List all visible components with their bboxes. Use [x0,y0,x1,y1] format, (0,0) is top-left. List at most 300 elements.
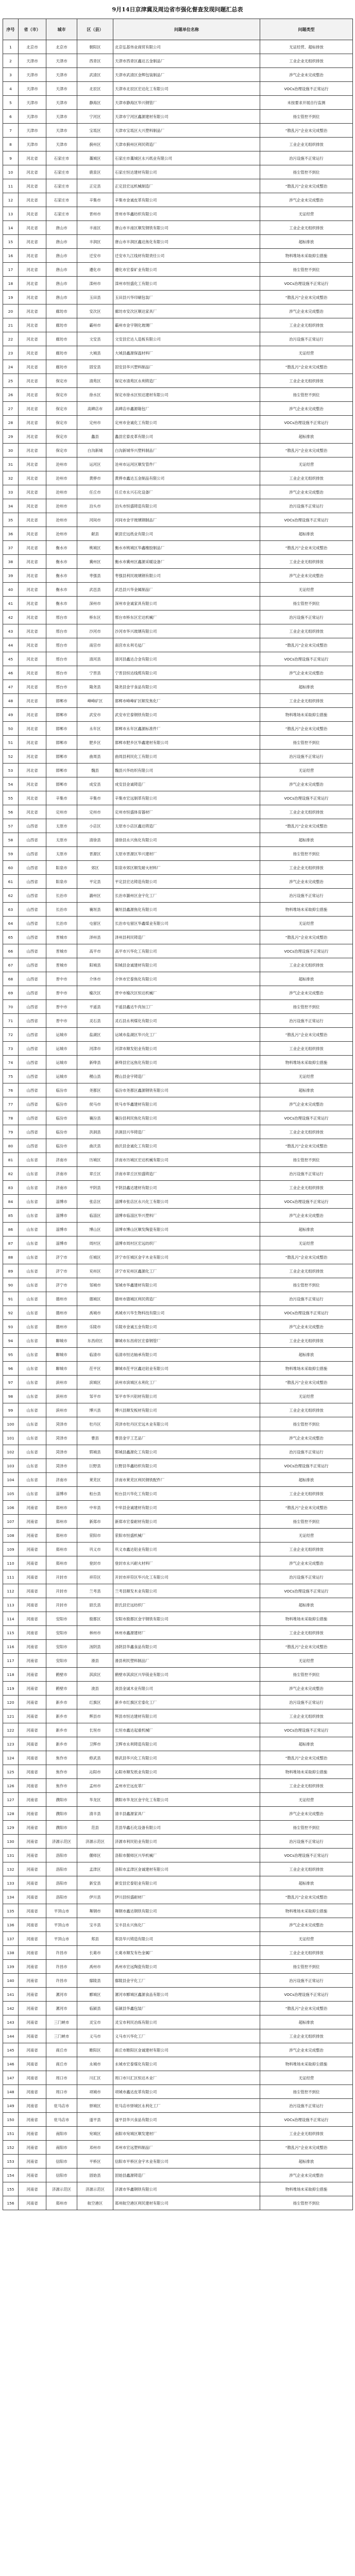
cell-province: 山西省 [19,1014,46,1028]
cell-index: 96 [3,1362,19,1376]
cell-company: 临汾市尧都区鑫源钢铁有限公司 [113,1083,260,1097]
cell-province: 山东省 [19,1278,46,1292]
cell-district: 辛集市 [77,193,113,207]
cell-district: 高碑店市 [77,402,113,416]
table-row [3,638,353,652]
cell-issue-type: VOCs治理设施不正常运行 [260,1306,353,1320]
cell-province: 河南省 [19,1807,46,1821]
cell-issue-type: 涉气企业未完成整治 [260,1431,353,1445]
table-row [3,1306,353,1320]
cell-city: 邢台市 [46,680,77,694]
cell-issue-type: VOCs治理设施不正常运行 [260,652,353,666]
cell-index: 124 [3,1751,19,1765]
cell-city: 邯郸市 [46,708,77,722]
cell-province: 山西省 [19,958,46,972]
cell-issue-type: 涉气企业未完成整治 [260,986,353,1000]
cell-company: 安阳市殷都区金宇钢铁有限公司 [113,1612,260,1626]
cell-province: 山东省 [19,1236,46,1250]
cell-district: 博兴县 [77,1403,113,1417]
cell-index: 73 [3,1042,19,1056]
cell-city: 新乡市 [46,1709,77,1723]
cell-issue-type: 治污设施不正常运行 [260,1696,353,1709]
table-row [3,318,353,332]
cell-company: 汤阴县华鑫食品有限公司 [113,1640,260,1654]
table-row [3,1779,353,1793]
cell-district: 魏县 [77,764,113,777]
cell-district: 伊川县 [77,1890,113,1904]
cell-district: 鹿泉区 [77,165,113,179]
cell-issue-type: 涉气企业未完成整治 [260,1918,353,1932]
cell-city: 洛阳市 [46,1876,77,1890]
cell-district: 稷山县 [77,1070,113,1083]
cell-index: 28 [3,416,19,430]
cell-issue-type: 扬尘管控不到位 [260,263,353,277]
cell-index: 47 [3,680,19,694]
cell-province: 河北省 [19,277,46,291]
cell-index: 51 [3,736,19,750]
cell-company: 信阳市平桥区金宇木业有限公司 [113,2155,260,2168]
table-row [3,2196,353,2210]
cell-province: 河南省 [19,1960,46,1974]
cell-issue-type: 工业企业无组织排放 [260,1042,353,1056]
cell-province: 河南省 [19,2182,46,2196]
cell-issue-type: 超标排放 [260,430,353,444]
table-row [3,138,353,151]
cell-index: 137 [3,1932,19,1946]
cell-district: 运河区 [77,457,113,471]
cell-city: 平顶山市 [46,1932,77,1946]
cell-index: 109 [3,1543,19,1556]
cell-company: 舞钢市鑫达钢铁有限公司 [113,1904,260,1918]
cell-company: 义马市兴华化工厂 [113,2029,260,2043]
cell-district: 安次区 [77,304,113,318]
table-row [3,179,353,193]
cell-issue-type: 涉气企业未完成整治 [260,1209,353,1223]
cell-district: 卫辉市 [77,1737,113,1751]
cell-province: 山东省 [19,1209,46,1223]
cell-index: 142 [3,2002,19,2015]
cell-district: 屯留区 [77,917,113,930]
cell-city: 北京市 [46,40,77,54]
cell-district: 小店区 [77,819,113,833]
cell-issue-type: 治污设施不正常运行 [260,1167,353,1181]
cell-province: 河南省 [19,2196,46,2210]
cell-issue-type: 涉气企业未完成整治 [260,1097,353,1111]
cell-district: 襄汾县 [77,1111,113,1125]
col-header-issue-type: 问题类型 [260,19,353,40]
cell-company: 浚县金诚木业有限公司 [113,1682,260,1696]
table-row [3,680,353,694]
cell-company: 济南市历城区宏达机械有限公司 [113,1153,260,1167]
cell-province: 山东省 [19,1306,46,1320]
cell-company: 滨州市滨城区永利化工厂 [113,1376,260,1389]
cell-city: 运城市 [46,1028,77,1042]
cell-district: 宁晋县 [77,666,113,680]
cell-city: 滨州市 [46,1389,77,1403]
cell-district: 中牟县 [77,1501,113,1515]
cell-issue-type: VOCs治理设施不正常运行 [260,513,353,527]
table-row [3,666,353,680]
table-row [3,1849,353,1862]
cell-province: 河北省 [19,249,46,263]
cell-province: 河南省 [19,2057,46,2071]
table-row [3,1223,353,1236]
table-row [3,1376,353,1389]
cell-district: 鄢陵县 [77,1974,113,1988]
cell-province: 河南省 [19,1626,46,1640]
cell-index: 34 [3,499,19,513]
cell-issue-type: 超标排放 [260,1083,353,1097]
cell-district: 周村区 [77,1236,113,1250]
cell-company: 兰考县顺发木业有限公司 [113,1584,260,1598]
cell-issue-type: 无证经营 [260,1793,353,1807]
cell-index: 44 [3,638,19,652]
table-row [3,555,353,569]
cell-province: 河北省 [19,805,46,819]
cell-company: 遵化市宏泰矿业有限公司 [113,263,260,277]
cell-city: 廊坊市 [46,346,77,360]
cell-province: 山西省 [19,833,46,847]
cell-district: 林州市 [77,1626,113,1640]
cell-city: 濮阳市 [46,1821,77,1835]
cell-issue-type: 工业企业无组织排放 [260,1264,353,1278]
table-row [3,2043,353,2057]
cell-issue-type: 涉气企业未完成整治 [260,875,353,889]
cell-index: 12 [3,193,19,207]
cell-index: 125 [3,1765,19,1779]
cell-city: 邯郸市 [46,750,77,764]
cell-index: 151 [3,2127,19,2141]
cell-province: 天津市 [19,68,46,82]
cell-index: 72 [3,1028,19,1042]
cell-issue-type: 扬尘管控不到位 [260,847,353,861]
cell-issue-type: 涉气企业未完成整治 [260,304,353,318]
cell-city: 邢台市 [46,652,77,666]
cell-district: 定州市 [77,416,113,430]
cell-issue-type: 涉气企业未完成整治 [260,2043,353,2057]
table-row [3,1431,353,1445]
cell-issue-type: 超标排放 [260,1348,353,1362]
table-row [3,1167,353,1181]
table-row [3,1028,353,1042]
cell-city: 石家庄市 [46,207,77,221]
cell-issue-type: 工业企业无组织排放 [260,1487,353,1501]
cell-index: 103 [3,1459,19,1473]
cell-issue-type: 扬尘管控不到位 [260,388,353,402]
cell-district: 桓台县 [77,1487,113,1501]
table-row [3,750,353,764]
table-row [3,1264,353,1278]
cell-district: 临清市 [77,1348,113,1362]
cell-company: 修武县华兴化工有限公司 [113,1751,260,1765]
cell-issue-type: 工业企业无组织排放 [260,54,353,68]
cell-index: 6 [3,110,19,124]
cell-issue-type: 工业企业无组织排放 [260,624,353,638]
cell-province: 河南省 [19,1584,46,1598]
cell-city: 漯河市 [46,1988,77,2002]
cell-province: 河北省 [19,263,46,277]
cell-province: 河北省 [19,569,46,583]
cell-district: 孟津区 [77,1862,113,1876]
cell-company: 郑州航空港区利民建材有限公司 [113,2196,260,2210]
cell-issue-type: 超标排放 [260,1473,353,1487]
cell-city: 菏泽市 [46,1445,77,1459]
cell-company: 沙河市华兴玻璃有限公司 [113,624,260,638]
cell-province: 山西省 [19,889,46,903]
cell-city: 太原市 [46,819,77,833]
cell-issue-type: “散乱污”企业未完成整治 [260,1250,353,1264]
table-row [3,2099,353,2113]
table-row [3,944,353,958]
cell-issue-type: 扬尘管控不到位 [260,2085,353,2099]
cell-company: 天津市西青区鑫达五金制品厂 [113,54,260,68]
cell-city: 周口市 [46,2085,77,2099]
cell-company: 阳城县金诚建材有限公司 [113,958,260,972]
table-row [3,819,353,833]
table-row [3,291,353,304]
cell-district: 淇滨区 [77,1668,113,1682]
cell-province: 河南省 [19,1668,46,1682]
cell-issue-type: “散乱污”企业未完成整治 [260,1751,353,1765]
table-row [3,1556,353,1570]
table-header [3,19,353,40]
cell-province: 山东省 [19,1250,46,1264]
cell-city: 许昌市 [46,1946,77,1960]
cell-city: 邢台市 [46,666,77,680]
cell-province: 天津市 [19,54,46,68]
cell-company: 德州市德城区利民铸造厂 [113,1292,260,1306]
table-row [3,2029,353,2043]
cell-issue-type: 治污设施不正常运行 [260,889,353,903]
cell-province: 北京市 [19,40,46,54]
table-row [3,1543,353,1556]
cell-company: 郓城县鑫源化工有限公司 [113,1445,260,1459]
cell-index: 98 [3,1389,19,1403]
cell-company: 辛集市宏远制革有限公司 [113,791,260,805]
cell-province: 河北省 [19,624,46,638]
cell-index: 85 [3,1209,19,1223]
cell-index: 152 [3,2141,19,2155]
cell-company: 临清市恒达轴承有限公司 [113,1348,260,1362]
cell-issue-type: 无证经营 [260,346,353,360]
cell-city: 邢台市 [46,624,77,638]
cell-index: 29 [3,430,19,444]
cell-city: 郑州市 [46,1543,77,1556]
cell-index: 40 [3,583,19,597]
cell-district: 辉县市 [77,1709,113,1723]
cell-index: 123 [3,1737,19,1751]
table-row [3,1000,353,1014]
cell-city: 安阳市 [46,1640,77,1654]
table-row [3,40,353,54]
cell-issue-type: 工业企业无组织排放 [260,374,353,388]
cell-city: 保定市 [46,416,77,430]
cell-district: 丰南区 [77,221,113,235]
cell-province: 山东省 [19,1292,46,1306]
cell-company: 天津市宝坻区大兴塑料制品厂 [113,124,260,138]
cell-district: 冀州区 [77,555,113,569]
cell-company: 淄博市张店区永兴化工有限公司 [113,1195,260,1209]
cell-issue-type: 物料堆场未采取抑尘措施 [260,249,353,263]
cell-company: 灵石县永利煤化有限公司 [113,1014,260,1028]
cell-city: 阳泉市 [46,861,77,875]
cell-province: 天津市 [19,82,46,96]
cell-index: 89 [3,1264,19,1278]
cell-index: 35 [3,513,19,527]
cell-company: 太原市晋源区华兴建材厂 [113,847,260,861]
cell-index: 133 [3,1876,19,1890]
cell-index: 140 [3,1974,19,1988]
cell-district: 禹城市 [77,1306,113,1320]
cell-district: 曲周县 [77,750,113,764]
cell-company: 清徐县永兴焦化有限公司 [113,833,260,847]
table-row [3,1918,353,1932]
cell-city: 郑州市 [46,2196,77,2210]
cell-issue-type: 物料堆场未采取抑尘措施 [260,708,353,722]
cell-company: 永城市宏泰煤化有限公司 [113,2057,260,2071]
table-row [3,124,353,138]
cell-province: 河北省 [19,291,46,304]
col-header-province: 省（市） [19,19,46,40]
table-row [3,1139,353,1153]
table-row [3,1445,353,1459]
cell-district: 尉氏县 [77,1598,113,1612]
cell-city: 天津市 [46,138,77,151]
cell-province: 山西省 [19,1125,46,1139]
cell-company: 乐陵市金诚五金有限公司 [113,1320,260,1334]
table-row [3,2015,353,2029]
cell-index: 104 [3,1473,19,1487]
table-row [3,1932,353,1946]
cell-district: 西青区 [77,54,113,68]
cell-index: 105 [3,1487,19,1501]
cell-index: 80 [3,1139,19,1153]
cell-district: 郾城区 [77,1988,113,2002]
cell-issue-type: 工业企业无组织排放 [260,1181,353,1195]
cell-company: 荥阳市恒盛机械厂 [113,1529,260,1543]
cell-issue-type: “散乱污”企业未完成整治 [260,360,353,374]
cell-city: 济宁市 [46,1278,77,1292]
cell-issue-type: VOCs治理设施不正常运行 [260,1195,353,1209]
cell-city: 洛阳市 [46,1890,77,1904]
cell-issue-type: 工业企业无组织排放 [260,805,353,819]
cell-issue-type: 治污设施不正常运行 [260,750,353,764]
cell-district: 固安县 [77,360,113,374]
cell-province: 河北省 [19,304,46,318]
cell-city: 邯郸市 [46,694,77,708]
table-row [3,1654,353,1668]
cell-index: 15 [3,235,19,249]
cell-company: 济南市章丘区恒盛铸造厂 [113,1167,260,1181]
cell-company: 固安县华兴塑料制品厂 [113,360,260,374]
cell-issue-type: VOCs治理设施不正常运行 [260,1459,353,1473]
cell-issue-type: “散乱污”企业未完成整治 [260,930,353,944]
cell-city: 晋中市 [46,972,77,986]
cell-province: 河北省 [19,402,46,416]
cell-district: 巨野县 [77,1459,113,1473]
cell-company: 济源市利民铅业有限公司 [113,1835,260,1849]
cell-index: 108 [3,1529,19,1543]
cell-city: 平顶山市 [46,1904,77,1918]
table-row [3,1320,353,1334]
cell-district: 河津市 [77,1042,113,1056]
cell-city: 济宁市 [46,1264,77,1278]
cell-index: 156 [3,2196,19,2210]
cell-district: 章丘区 [77,1167,113,1181]
cell-issue-type: “散乱污”企业未完成整治 [260,2002,353,2015]
cell-index: 8 [3,138,19,151]
cell-province: 河北省 [19,541,46,555]
table-row [3,1807,353,1821]
table-row [3,1988,353,2002]
cell-city: 晋中市 [46,1014,77,1028]
table-row [3,1014,353,1028]
cell-issue-type: 治污设施不正常运行 [260,2099,353,2113]
cell-issue-type: VOCs治理设施不正常运行 [260,416,353,430]
cell-province: 河南省 [19,2113,46,2127]
cell-company: 曹县金宇工艺品厂 [113,1431,260,1445]
cell-city: 石家庄市 [46,179,77,193]
cell-issue-type: “散乱污”企业未完成整治 [260,1028,353,1042]
cell-issue-type: 涉气企业未完成整治 [260,569,353,583]
cell-company: 伊川县恒盛耐材厂 [113,1890,260,1904]
cell-province: 河北省 [19,597,46,611]
cell-company: 桓台县兴华化工有限公司 [113,1487,260,1501]
cell-province: 河北省 [19,527,46,541]
cell-index: 83 [3,1181,19,1195]
table-row [3,402,353,416]
cell-district: 蓟州区 [77,138,113,151]
cell-city: 济南市 [46,1153,77,1167]
cell-city: 天津市 [46,96,77,110]
table-row [3,151,353,165]
table-row [3,2155,353,2168]
cell-province: 河南省 [19,2155,46,2168]
table-row [3,1348,353,1362]
cell-issue-type: VOCs治理设施不正常运行 [260,82,353,96]
cell-city: 滨州市 [46,1376,77,1389]
table-row [3,332,353,346]
table-row [3,374,353,388]
cell-index: 86 [3,1223,19,1236]
cell-issue-type: 工业企业无组织排放 [260,1946,353,1960]
cell-province: 河北省 [19,694,46,708]
table-row [3,2113,353,2127]
cell-province: 山西省 [19,861,46,875]
cell-company: 天津市宁河区鑫源建材有限公司 [113,110,260,124]
cell-index: 121 [3,1709,19,1723]
cell-company: 隆尧县金宇食品有限公司 [113,680,260,694]
cell-district: 任城区 [77,1250,113,1264]
cell-district: 隆尧县 [77,680,113,694]
cell-district: 平遥县 [77,1000,113,1014]
cell-company: 林州市鑫源建材厂 [113,1626,260,1640]
table-row [3,2057,353,2071]
cell-issue-type: 物料堆场未采取抑尘措施 [260,1362,353,1376]
cell-index: 154 [3,2168,19,2182]
cell-index: 71 [3,1014,19,1028]
table-row [3,457,353,471]
cell-district: 大城县 [77,346,113,360]
table-row [3,1835,353,1849]
cell-index: 37 [3,541,19,555]
cell-index: 19 [3,291,19,304]
cell-issue-type: 物料堆场未采取抑尘措施 [260,2057,353,2071]
cell-city: 天津市 [46,82,77,96]
cell-city: 唐山市 [46,221,77,235]
cell-city: 沧州市 [46,457,77,471]
table-row [3,2085,353,2099]
